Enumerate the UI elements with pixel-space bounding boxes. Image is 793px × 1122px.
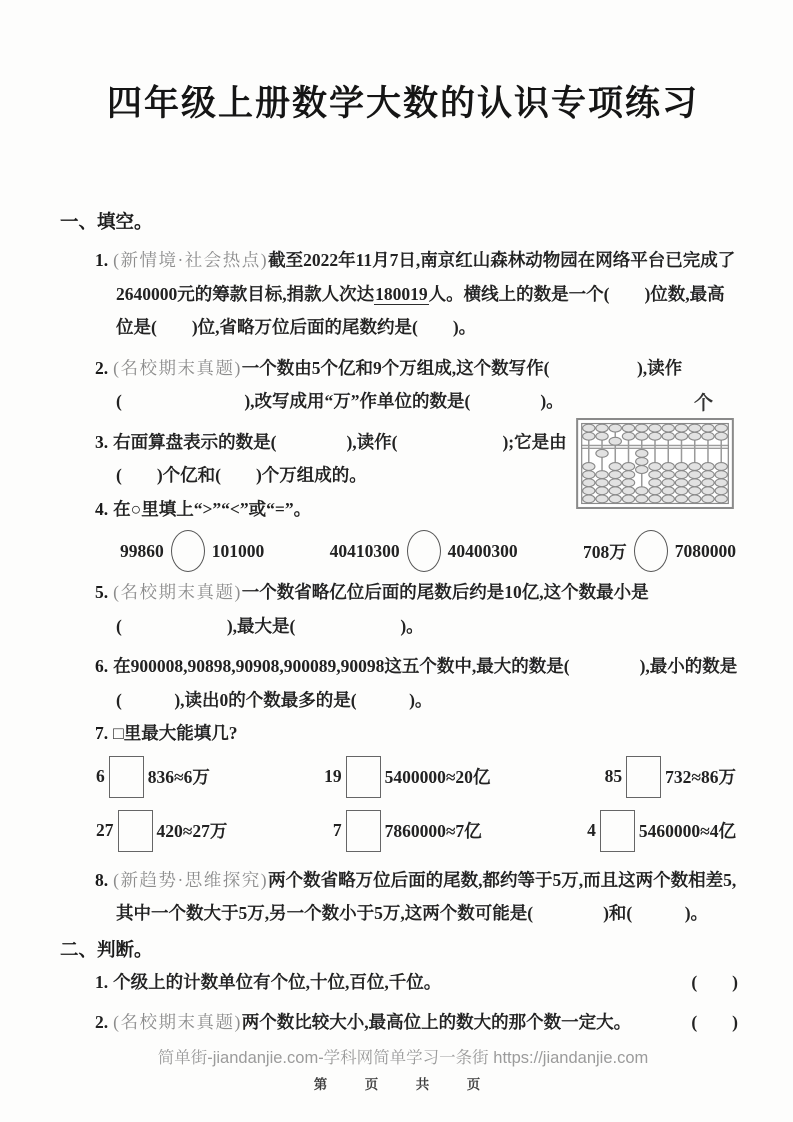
number-prefix: 7 (332, 820, 342, 840)
left-number: 99860 (120, 540, 164, 561)
question-8 (68, 864, 738, 931)
question-text: 两个数比较大小,最高位上的数大的那个数一定大。 (241, 1012, 632, 1032)
answer-box (346, 756, 381, 798)
question-tag: (新情境·社会热点) (113, 250, 269, 270)
question-text: 一个数由5个亿和9个万组成,这个数写作( ),读作( ),改写成用“万”作单位的数是( )。 (116, 357, 683, 411)
fill-box-item (96, 756, 210, 798)
right-number: 101000 (211, 540, 265, 561)
number-suffix: 420≈27万 (156, 821, 228, 841)
section-heading-fill: 一、填空。 (60, 211, 153, 232)
question-text: 在○里填上“>”“<”或“=”。 (113, 498, 312, 519)
judge-text-wrap (113, 1006, 681, 1040)
fill-box-row (68, 751, 738, 803)
right-number: 7080000 (674, 540, 736, 561)
number-suffix: 7860000≈7亿 (384, 821, 482, 841)
question-number: 3. (95, 431, 109, 452)
question-text: 截至2022年11月7日,南京红山森林动物园在网络平台已完成了2640000元的筹款目标,捐款人次达 (116, 250, 736, 304)
number-suffix: 732≈86万 (665, 767, 736, 787)
question-2 (68, 352, 738, 419)
question-number: 1. (95, 971, 109, 992)
question-5 (68, 576, 738, 643)
answer-circle (634, 530, 668, 572)
number-suffix: 5460000≈4亿 (638, 821, 736, 841)
judge-item-1 (68, 966, 738, 1000)
number-prefix: 4 (587, 820, 596, 840)
question-tag: (名校期末真题) (113, 1012, 242, 1032)
number-prefix: 27 (96, 820, 114, 840)
judge-item-2 (68, 1006, 738, 1040)
answer-circle (171, 530, 205, 572)
answer-circle (407, 530, 441, 572)
question-number: 4. (95, 498, 109, 519)
question-number: 5. (95, 582, 109, 602)
judge-answer-parens: ( ) (691, 1012, 738, 1032)
question-number: 1. (95, 250, 109, 270)
abacus-figure (576, 393, 734, 509)
question-text: 两个数省略万位后面的尾数,都约等于5万,而且这两个数相差5,其中一个数大于5万,另一个数小于5万,这两个数可能是( )和( )。 (116, 869, 737, 923)
comparison-item (330, 530, 518, 572)
question-6 (68, 650, 738, 717)
number-prefix: 85 (604, 766, 623, 786)
ones-place-pointer: 个 (694, 393, 714, 414)
answer-box (118, 810, 153, 852)
question-tag: (名校期末真题) (113, 357, 242, 378)
question-number: 8. (95, 869, 109, 890)
number-prefix: 19 (324, 766, 342, 786)
judge-answer-parens: ( ) (691, 971, 738, 992)
question-number: 2. (95, 357, 109, 378)
question-text: 一个数省略亿位后面的尾数后约是10亿,这个数最小是( ),最大是( )。 (116, 582, 649, 636)
question-text: 在900008,90898,90908,900089,90098这五个数中,最大的数是( ),最小的数是( ),读出0的个数最多的是( )。 (113, 656, 738, 710)
question-text: □里最大能填几? (113, 723, 238, 743)
section-heading-judge: 二、判断。 (60, 938, 153, 960)
number-suffix: 836≈6万 (147, 767, 210, 787)
question-tag: (名校期末真题) (113, 582, 242, 602)
question-text: 个级上的计数单位有个位,十位,百位,千位。 (113, 971, 442, 992)
fill-box-item (96, 810, 227, 852)
fill-box-item (333, 810, 482, 852)
answer-box (109, 756, 144, 798)
question-number: 6. (95, 656, 109, 676)
question-text: 右面算盘表示的数是( ),读作( );它是由( )个亿和( )个万组成的。 (113, 431, 567, 485)
page-title: 四年级上册数学大数的认识专项练习 (106, 84, 699, 123)
footer-site-line: 简单街-jiandanjie.com-学科网简单学习一条街 https://jiandanjie.com (157, 1048, 649, 1067)
question-number: 2. (95, 1012, 109, 1032)
comparison-item (583, 530, 736, 572)
left-number: 708万 (583, 541, 627, 562)
answer-box (600, 810, 635, 852)
comparison-row (68, 526, 738, 576)
question-1 (68, 244, 738, 345)
question-tag: (新趋势·思维探究) (113, 869, 269, 890)
right-number: 40400300 (447, 540, 518, 561)
judge-text-wrap (113, 966, 681, 1000)
fill-box-row (68, 805, 738, 857)
question-text: 人。横线上的数是一个( )位数,最高位是( )位,省略万位后面的尾数约是( )。 (116, 283, 725, 337)
comparison-item (120, 530, 264, 572)
number-prefix: 6 (96, 766, 105, 786)
left-number: 40410300 (329, 540, 400, 561)
fill-box-item (324, 756, 490, 798)
fill-box-item (587, 810, 736, 852)
number-suffix: 5400000≈20亿 (384, 767, 491, 787)
answer-box (626, 756, 661, 798)
question-3 (68, 426, 576, 493)
abacus-svg (576, 418, 734, 509)
question-number: 7. (95, 723, 109, 743)
fill-box-item (605, 756, 736, 798)
underlined-number: 180019 (375, 283, 428, 304)
question-7 (68, 717, 738, 751)
footer-page-line: 第 页 共 页 (313, 1076, 493, 1092)
answer-box (346, 810, 381, 852)
